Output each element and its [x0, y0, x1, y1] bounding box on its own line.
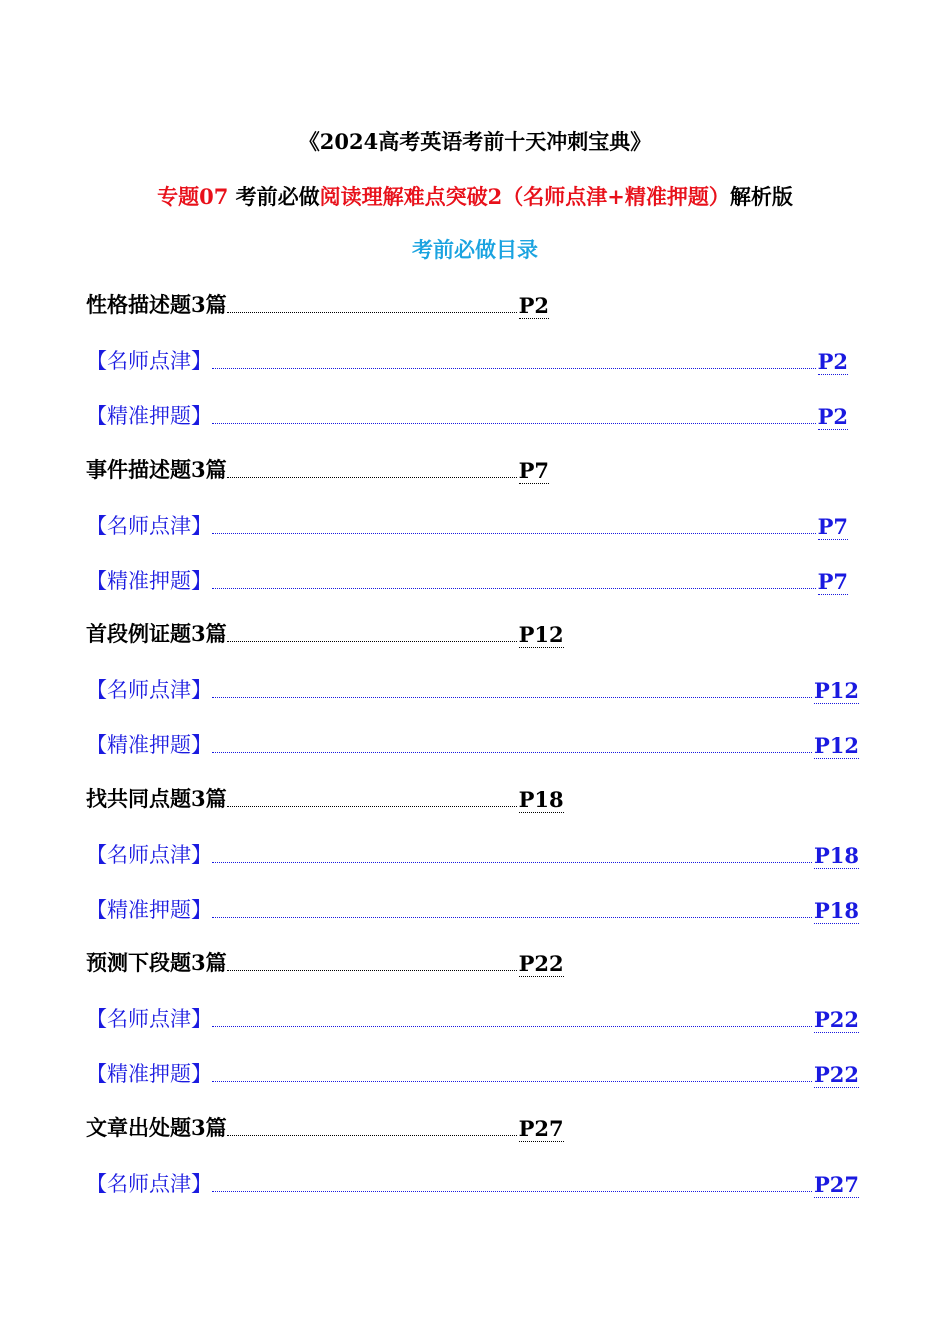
toc-item-link[interactable]	[86, 565, 848, 595]
toc-section[interactable]	[86, 289, 555, 319]
toc-section-label: 预测下段题3篇	[86, 950, 227, 975]
toc-item-link[interactable]	[86, 894, 859, 924]
toc-leader	[212, 1080, 812, 1082]
subtitle-prefix: 专题07	[157, 184, 229, 209]
toc-item-label: 【名师点津】	[86, 678, 212, 702]
toc-leader	[212, 861, 812, 863]
toc-section-page: P12	[518, 622, 564, 647]
toc-leader	[212, 696, 812, 698]
subtitle-highlight: 阅读理解难点突破2（名师点津+精准押题）	[319, 184, 730, 209]
toc-section[interactable]	[86, 454, 555, 484]
toc-section-label: 事件描述题3篇	[86, 457, 227, 482]
subtitle-suffix: 解析版	[729, 184, 793, 209]
toc-item-page: P12	[813, 733, 859, 758]
toc-item-page: P7	[817, 569, 848, 594]
toc-leader	[227, 805, 517, 807]
toc-item-link[interactable]	[86, 674, 859, 704]
toc-section-page: P7	[518, 458, 550, 483]
toc-item-link[interactable]	[86, 510, 848, 540]
toc-item-link[interactable]	[86, 1168, 859, 1198]
toc-item-label: 【名师点津】	[86, 1007, 212, 1031]
toc-item-label: 【精准押题】	[86, 1062, 212, 1086]
toc-title: 考前必做目录	[412, 237, 538, 262]
toc-item-label: 【名师点津】	[86, 349, 212, 373]
toc-leader	[227, 640, 517, 642]
toc-item-link[interactable]	[86, 345, 848, 375]
toc-leader	[212, 587, 816, 589]
toc-section[interactable]	[86, 1112, 566, 1142]
toc-section-label: 找共同点题3篇	[86, 786, 227, 811]
toc-item-page: P27	[813, 1172, 859, 1197]
toc-section-label: 性格描述题3篇	[86, 292, 227, 317]
toc-section-page: P27	[518, 1116, 564, 1141]
toc-item-label: 【精准押题】	[86, 733, 212, 757]
toc-item-link[interactable]	[86, 839, 859, 869]
toc-leader	[212, 532, 816, 534]
toc-item-label: 【精准押题】	[86, 404, 212, 428]
toc-section-label: 首段例证题3篇	[86, 621, 227, 646]
toc-item-link[interactable]	[86, 729, 859, 759]
toc-item-label: 【名师点津】	[86, 514, 212, 538]
toc-leader	[227, 969, 517, 971]
toc-item-page: P2	[817, 404, 848, 429]
toc-item-page: P22	[813, 1007, 859, 1032]
toc-item-page: P7	[817, 514, 848, 539]
toc-item-page: P22	[813, 1062, 859, 1087]
toc-item-link[interactable]	[86, 1003, 859, 1033]
toc-leader	[212, 1025, 812, 1027]
toc-leader	[212, 916, 812, 918]
document-subtitle	[0, 181, 950, 211]
toc-item-label: 【精准押题】	[86, 898, 212, 922]
toc-leader	[212, 367, 816, 369]
toc-leader	[212, 751, 812, 753]
toc-section[interactable]	[86, 618, 566, 648]
toc-item-page: P18	[813, 898, 859, 923]
toc-section[interactable]	[86, 947, 566, 977]
toc-leader	[227, 476, 517, 478]
toc-item-label: 【名师点津】	[86, 1172, 212, 1196]
toc-section-label: 文章出处题3篇	[86, 1115, 227, 1140]
toc-section[interactable]	[86, 783, 566, 813]
document-title: 《2024高考英语考前十天冲刺宝典》	[298, 129, 652, 154]
toc-leader	[212, 422, 816, 424]
toc-item-label: 【名师点津】	[86, 843, 212, 867]
toc-section-page: P18	[518, 787, 564, 812]
toc-section-page: P22	[518, 951, 564, 976]
toc-item-label: 【精准押题】	[86, 569, 212, 593]
toc-item-page: P12	[813, 678, 859, 703]
toc-item-page: P2	[817, 349, 848, 374]
subtitle-mid: 考前必做	[228, 184, 320, 209]
toc-item-link[interactable]	[86, 400, 848, 430]
toc-leader	[227, 1134, 517, 1136]
toc-item-page: P18	[813, 843, 859, 868]
toc-item-link[interactable]	[86, 1058, 859, 1088]
toc-section-page: P2	[518, 293, 550, 318]
toc-leader	[212, 1190, 812, 1192]
toc-leader	[227, 311, 517, 313]
